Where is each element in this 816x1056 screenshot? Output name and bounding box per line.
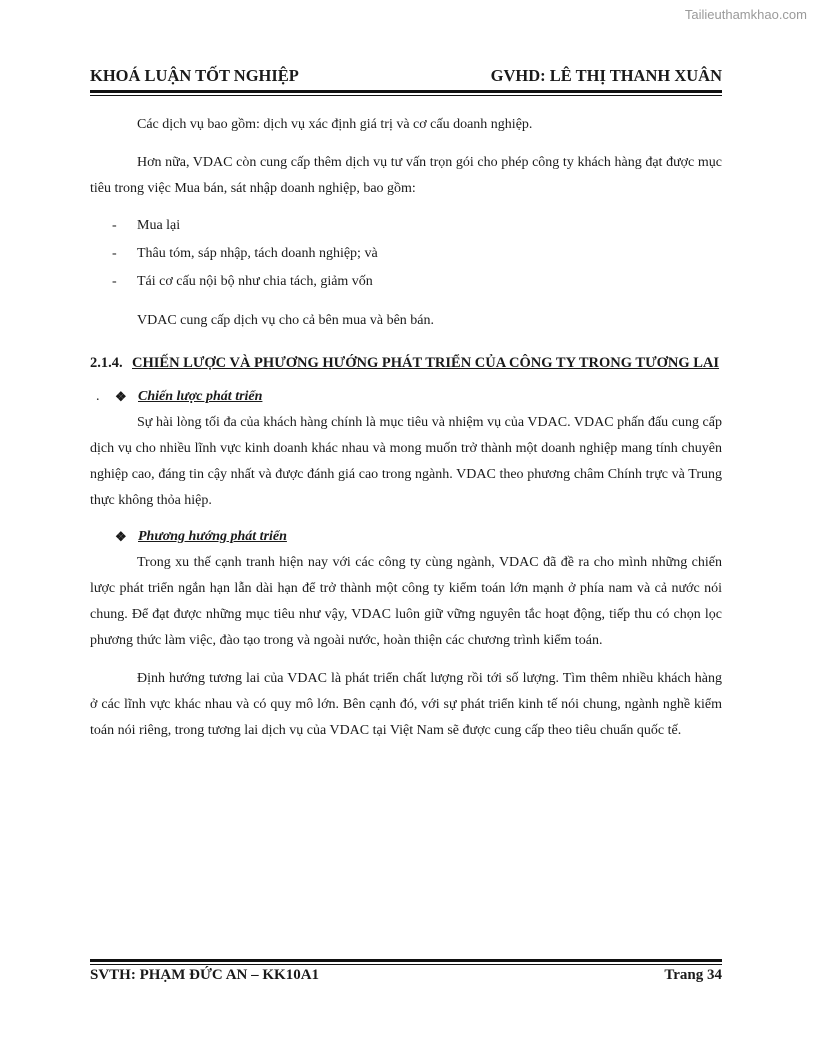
footer-student: SVTH: PHẠM ĐỨC AN – KK10A1 <box>90 967 320 983</box>
dash-marker: - <box>112 218 117 233</box>
subheading-title: Phương hướng phát triển <box>138 529 287 544</box>
list-item <box>90 212 722 240</box>
paragraph-consulting: Hơn nữa, VDAC còn cung cấp thêm dịch vụ tư vấn trọn gói cho phép công ty khách hàng đạt được mục tiêu trong việc Mua bán, sát nhập doanh nghiệp, bao gồm: <box>90 155 722 196</box>
list-item-text: Thâu tóm, sáp nhập, tách doanh nghiệp; và <box>137 246 378 261</box>
dash-marker: - <box>112 246 117 261</box>
header-thesis-title: KHOÁ LUẬN TỐT NGHIỆP <box>90 66 299 85</box>
list-item <box>90 268 722 296</box>
subheading-direction <box>90 524 722 550</box>
ma-services-list <box>90 212 722 296</box>
subheading-title: Chiến lược phát triển <box>138 389 263 404</box>
dash-marker: - <box>112 274 117 289</box>
section-title: CHIẾN LƯỢC VÀ PHƯƠNG HƯỚNG PHÁT TRIỂN CỦA CÔNG TY TRONG TƯƠNG LAI <box>132 355 720 371</box>
header-divider-thin <box>90 95 722 96</box>
list-item-text: Mua lại <box>137 218 181 233</box>
section-heading <box>90 352 722 374</box>
page-number: Trang 34 <box>664 967 722 983</box>
diamond-bullet-icon: ❖ <box>115 389 127 404</box>
page-header <box>90 66 722 90</box>
section-number: 2.1.4. <box>90 355 123 371</box>
paragraph-buyer-seller: VDAC cung cấp dịch vụ cho cả bên mua và bên bán. <box>137 313 435 328</box>
header-advisor: GVHD: LÊ THỊ THANH XUÂN <box>490 66 722 85</box>
stray-dot: . <box>96 389 100 404</box>
header-divider <box>90 90 722 93</box>
paragraph-strategy: Sự hài lòng tối đa của khách hàng chính là mục tiêu và nhiệm vụ của VDAC. VDAC phấn đấu cung cấp dịch vụ cho nhiều lĩnh vực kinh doanh khác nhau và mong muốn trở thành một doanh nghiệp mang tính chuyên nghiệp cao, đáng tin cậy nhất và được đánh giá cao trong ngành. VDAC theo phương châm Chính trực và Trung thực không thỏa hiệp. <box>90 415 722 508</box>
paragraph-services: Các dịch vụ bao gồm: dịch vụ xác định giá trị và cơ cấu doanh nghiệp. <box>137 117 533 132</box>
page-footer <box>90 967 722 991</box>
footer-divider-thin <box>90 964 722 965</box>
watermark-text: Tailieuthamkhao.com <box>684 7 807 22</box>
page-body <box>90 112 722 744</box>
subheading-strategy <box>90 384 722 410</box>
list-item <box>90 240 722 268</box>
paragraph-direction-2: Định hướng tương lai của VDAC là phát triển chất lượng rồi tới số lượng. Tìm thêm nhiều khách hàng ở các lĩnh vực khác nhau và có quy mô lớn. Bên cạnh đó, với sự phát triển kinh tế nói chung, ngành nghề kiểm toán nói riêng, trong tương lai dịch vụ của VDAC tại Việt Nam sẽ được cung cấp theo tiêu chuẩn quốc tế. <box>90 671 722 738</box>
list-item-text: Tái cơ cấu nội bộ như chia tách, giảm vốn <box>137 274 373 289</box>
footer-divider <box>90 959 722 962</box>
diamond-bullet-icon: ❖ <box>115 529 127 544</box>
paragraph-direction-1: Trong xu thế cạnh tranh hiện nay với các công ty cùng ngành, VDAC đã đề ra cho mình những chiến lược phát triển ngắn hạn lẫn dài hạn để trở thành một công ty kiểm toán lớn mạnh ở phía nam và cả nước nói chung. Để đạt được những mục tiêu như vậy, VDAC luôn giữ vững nguyên tắc hoạt động, tiếp thu có chọn lọc phương thức làm việc, đào tạo trong và ngoài nước, hoàn thiện các chương trình kiểm toán. <box>90 555 722 648</box>
